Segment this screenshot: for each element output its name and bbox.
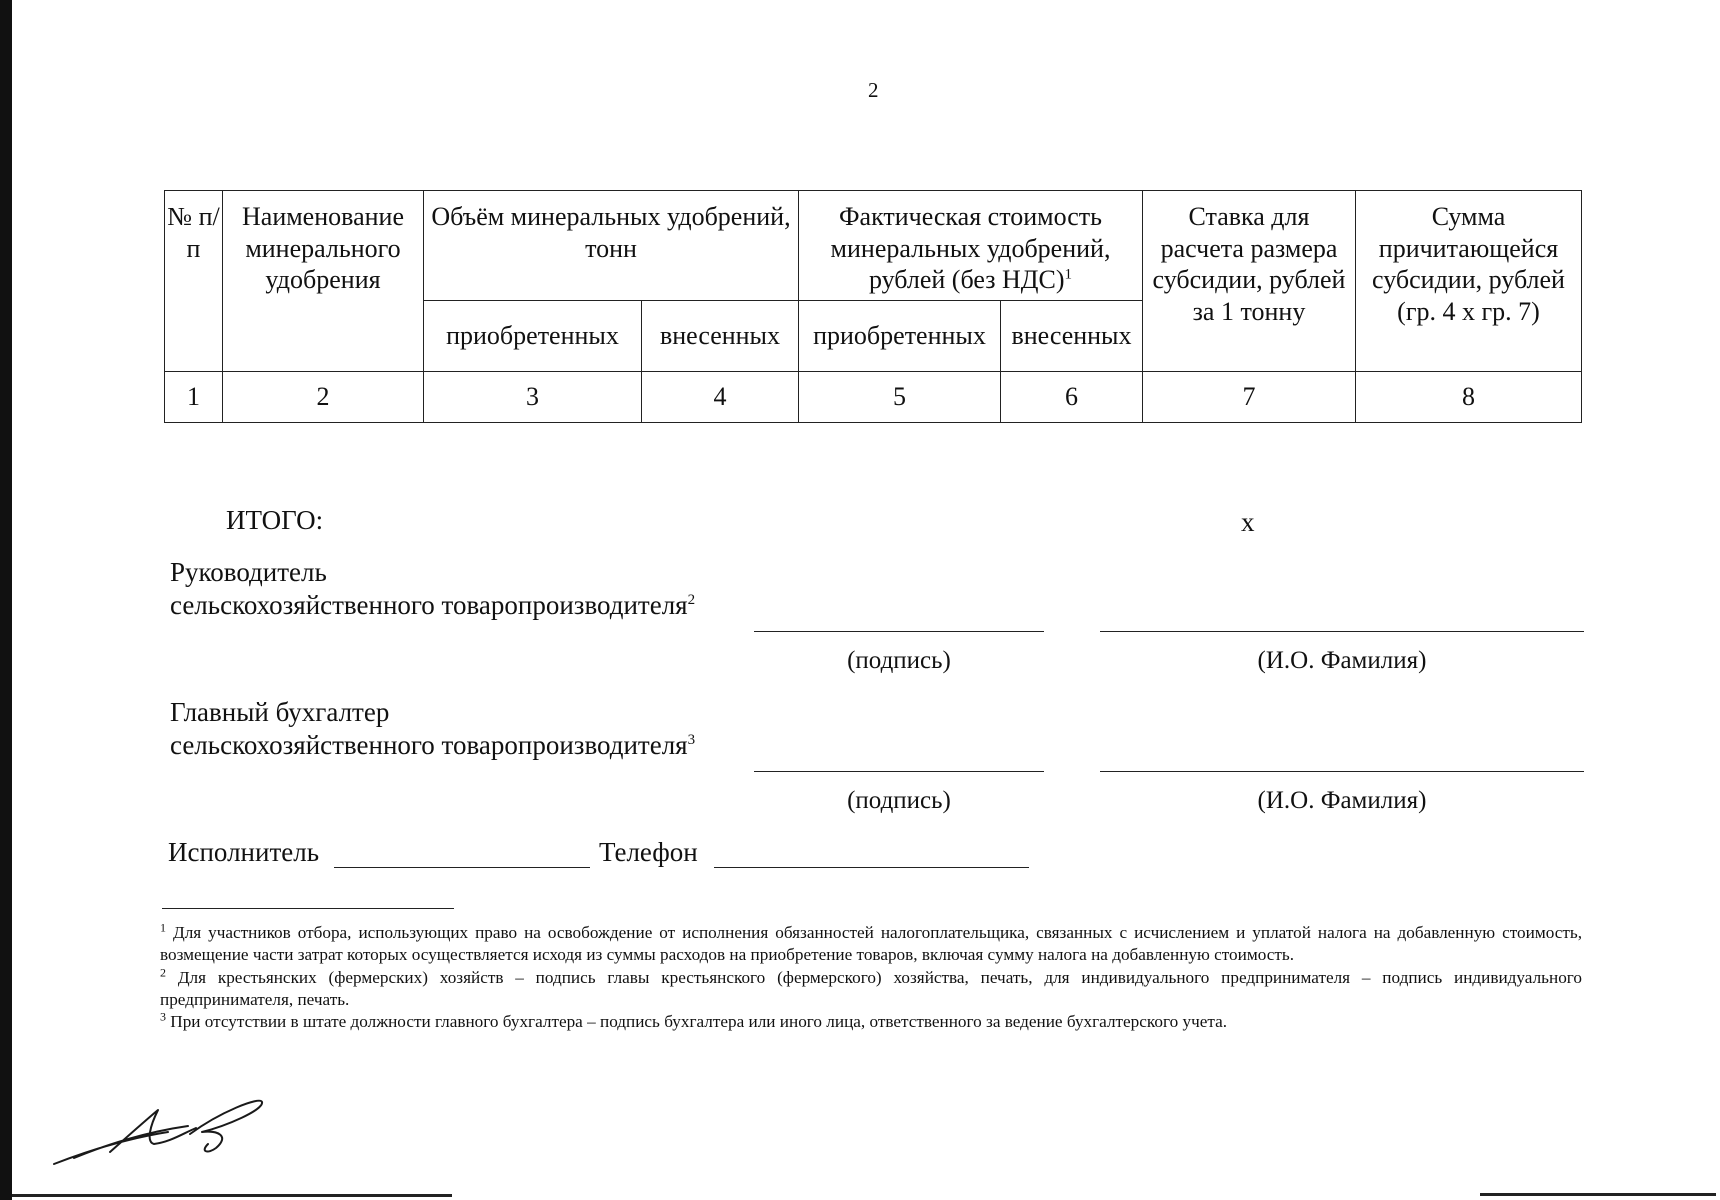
header-volume-applied: внесенных bbox=[642, 301, 799, 372]
accountant-title-line1: Главный бухгалтер bbox=[170, 697, 390, 727]
handwritten-signature bbox=[50, 1092, 280, 1172]
footnote-1-text: Для участников отбора, использующих право на освобождение от исполнения обязанностей налогоплательщика, связанных с исчислением и уплатой налога на добавленную стоимость, возмещение части затрат которых осуществляется исходя из суммы расходов на приобретение товаров, включая сумму налога на добавленную стоимость. bbox=[160, 923, 1582, 965]
column-number-5: 5 bbox=[799, 372, 1001, 423]
page-number: 2 bbox=[868, 78, 879, 102]
footnote-3-mark: 3 bbox=[160, 1009, 166, 1024]
scan-bottom-edge-right bbox=[1480, 1193, 1716, 1196]
head-name-line[interactable] bbox=[1100, 631, 1584, 632]
executor-line[interactable] bbox=[334, 867, 590, 868]
head-title-line2 bbox=[170, 590, 695, 621]
column-number-1: 1 bbox=[165, 372, 223, 423]
scan-bottom-edge-left bbox=[12, 1194, 452, 1197]
column-number-6: 6 bbox=[1001, 372, 1143, 423]
head-footnote-mark: 2 bbox=[687, 592, 696, 608]
header-volume-acquired: приобретенных bbox=[424, 301, 642, 372]
footnote-1 bbox=[160, 922, 1582, 967]
column-number-4: 4 bbox=[642, 372, 799, 423]
footnote-separator bbox=[162, 908, 454, 909]
head-signature-caption: (подпись) bbox=[847, 647, 951, 674]
header-cost-footnote-mark: 1 bbox=[1064, 266, 1072, 283]
header-cost-acquired: приобретенных bbox=[799, 301, 1001, 372]
column-number-3: 3 bbox=[424, 372, 642, 423]
column-number-2: 2 bbox=[223, 372, 424, 423]
accountant-signature-line[interactable] bbox=[754, 771, 1044, 772]
phone-line[interactable] bbox=[714, 867, 1029, 868]
total-rate-mark: х bbox=[1241, 507, 1255, 537]
header-rate: Ставка для расчета размера субсидии, рублей за 1 тонну bbox=[1143, 191, 1356, 372]
head-signature-line[interactable] bbox=[754, 631, 1044, 632]
accountant-name-line[interactable] bbox=[1100, 771, 1584, 772]
scan-edge bbox=[0, 0, 12, 1200]
accountant-footnote-mark: 3 bbox=[687, 732, 696, 748]
accountant-signature-caption: (подпись) bbox=[847, 787, 951, 814]
footnote-3-text: При отсутствии в штате должности главного бухгалтера – подпись бухгалтера или иного лица, ответственного за ведение бухгалтерского учета. bbox=[170, 1012, 1227, 1032]
accountant-title-text: сельскохозяйственного товаропроизводителя bbox=[170, 730, 688, 760]
footnote-1-mark: 1 bbox=[160, 920, 166, 935]
footnotes bbox=[160, 922, 1582, 1034]
accountant-name-caption: (И.О. Фамилия) bbox=[1257, 787, 1427, 814]
footnote-2-mark: 2 bbox=[160, 964, 166, 979]
column-number-7: 7 bbox=[1143, 372, 1356, 423]
header-volume: Объём минеральных удобрений, тонн bbox=[424, 191, 799, 301]
column-number-8: 8 bbox=[1356, 372, 1582, 423]
header-subsidy-sum: Сумма причитающейся субсидии, рублей (гр. 4 х гр. 7) bbox=[1356, 191, 1582, 372]
accountant-title-line2 bbox=[170, 730, 695, 761]
head-name-caption: (И.О. Фамилия) bbox=[1257, 647, 1427, 674]
head-title-line1: Руководитель bbox=[170, 557, 327, 587]
header-cost-applied: внесенных bbox=[1001, 301, 1143, 372]
footnote-2 bbox=[160, 964, 1582, 1012]
subsidy-table bbox=[164, 190, 1582, 423]
footnote-2-text: Для крестьянских (фермерских) хозяйств – подпись главы крестьянского (фермерского) хозяйства, печать, для индивидуального предпринимателя – подпись индивидуального предпринимателя, печать. bbox=[160, 967, 1582, 1010]
header-number: № п/п bbox=[165, 191, 223, 372]
total-label: ИТОГО: bbox=[226, 505, 324, 535]
footnote-3 bbox=[160, 1011, 1582, 1033]
header-fertilizer-name: Наименование минерального удобрения bbox=[223, 191, 424, 372]
executor-label: Исполнитель bbox=[168, 837, 320, 867]
header-cost bbox=[799, 191, 1143, 301]
phone-label: Телефон bbox=[599, 837, 698, 867]
header-cost-text: Фактическая стоимость минеральных удобрений, рублей (без НДС) bbox=[830, 202, 1111, 295]
head-title-text: сельскохозяйственного товаропроизводителя bbox=[170, 590, 688, 620]
